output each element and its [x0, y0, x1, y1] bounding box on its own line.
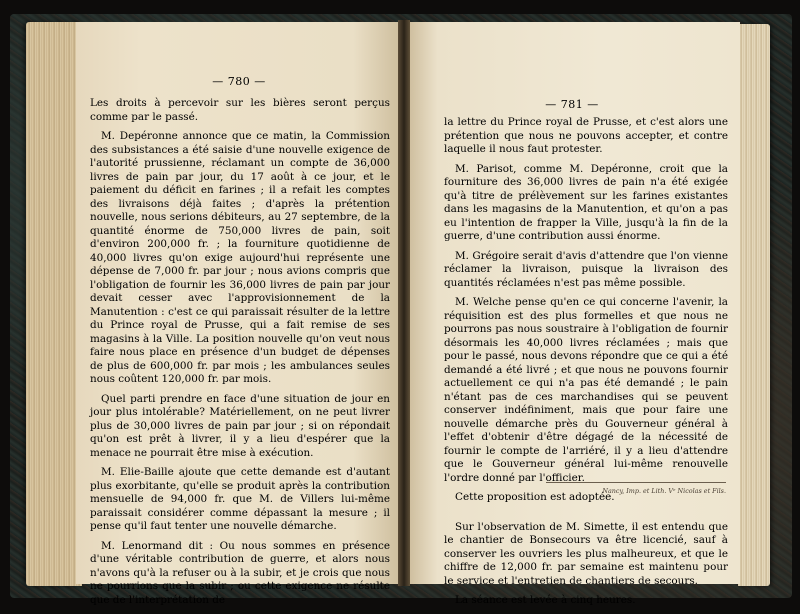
- paragraph: La séance est levée à cinq heures.: [455, 594, 636, 606]
- right-page-edges: [738, 24, 770, 586]
- paragraph: Quel parti prendre en face d'une situation de jour en jour plus intolérable? Matériellement, on ne peut livrer plus de 30,000 livres de pain par jour ; si on répondait qu'on est prêt à livrer, il y a lieu d'espérer que la menace ne pourrait être mise à exécution.: [90, 392, 390, 459]
- paragraph: M. Lenormand dit : Ou nous sommes en présence d'une véritable contribution de guerre, et alors nous n'avons qu'à la refuser ou à la subir, et je crois que nous ne pourrions que la subir ; ou cette exigence ne résulte que de l'interprétation de: [90, 539, 390, 606]
- left-page-text: [90, 97, 390, 613]
- right-page-text: [444, 116, 728, 614]
- paragraph: la lettre du Prince royal de Prusse, et c'est alors une prétention que nous ne pouvons accepter, et contre laquelle il nous faut protester.: [444, 116, 728, 155]
- paragraph: M. Elie-Baille ajoute que cette demande est d'autant plus exorbitante, qu'elle se produit après la contribution mensuelle de 94,000 fr. que M. de Villers lui-même paraissait considérer comme dépassant la mesure ; il pense qu'il faut tenter une nouvelle démarche.: [90, 466, 390, 532]
- paragraph: M. Parisot, comme M. Depéronne, croit que la fourniture des 36,000 livres de pain n'a été exigée qu'à titre de prélèvement sur les farines existantes dans les magasins de la Manutention, et qu'on a pas eu l'intention de frapper la Ville, jusqu'à la fin de la guerre, d'une contribution aussi énorme.: [444, 162, 728, 242]
- right-page-number: — 781 —: [545, 98, 599, 111]
- left-page-edges: [26, 22, 82, 586]
- paragraph: Sur l'observation de M. Simette, il est entendu que le chantier de Bonsecours va être licencié, sauf à conserver les ouvriers les plus malheureux, et que le chiffre de 12,000 fr. par semaine est maintenu pour le service et l'entretien de chantiers de secours.: [444, 520, 728, 587]
- printer-imprint: Nancy, Imp. et Lith. Vᵉ Nicolas et Fils.: [546, 482, 726, 495]
- paragraph: M. Grégoire serait d'avis d'attendre que l'on vienne réclamer la livraison, puisque la livraison des quantités réclamées n'est pas même possible.: [444, 249, 728, 289]
- paragraph: Cette proposition est adoptée.: [455, 491, 615, 503]
- paragraph: M. Welche pense qu'en ce qui concerne l'avenir, la réquisition est des plus formelles et que nous ne pourrons pas nous soustraire à l'obligation de fournir désormais les 40,000 livres réclamées ; mais que pour le passé, nous devons répondre que ce qui a été demandé a été livré ; et que nous ne pouvons fournir actuellement ce qui n'a pas été demandé ; le pain n'étant pas de ces marchandises qui se peuvent conserver indéfiniment, mais que pour faire une nouvelle démarche près du Gouverneur général à l'effet d'obtenir d'être dégagé de la nécessité de fournir le compte de l'arriéré, il y a lieu d'attendre que le Gouverneur général lui-même renouvelle l'ordre donné par l'officier.: [444, 296, 728, 484]
- left-page-number: — 780 —: [212, 75, 266, 88]
- paragraph: Les droits à percevoir sur les bières seront perçus comme par le passé.: [90, 97, 390, 123]
- paragraph: M. Depéronne annonce que ce matin, la Commission des subsistances a été saisie d'une nouvelle exigence de l'autorité prussienne, réclamant un compte de 36,000 livres de pain par jour, du 17 août à ce jour, et le paiement du déficit en farines ; il a refait les comptes des livraisons déjà faites ; d'après la prétention nouvelle, nous serions débiteurs, au 27 septembre, de la quantité énorme de 750,000 livres de pain, soit d'environ 200,000 fr. ; la fourniture quotidienne de 40,000 livres qu'on exige aujourd'hui représente une dépense de 7,000 fr. par jour ; nous avions compris que l'obligation de fournir les 36,000 livres de pain par jour devait cesser avec l'approvisionnement de la Manutention : c'est ce qui paraissait résulter de la lettre du Prince royal de Prusse, qui a fait remise de ses magasins à la Ville. La position nouvelle qu'on veut nous faire nous place en présence d'un budget de dépenses de plus de 600,000 fr. par mois ; les ambulances seules nous coûtent 120,000 fr. par mois.: [90, 130, 390, 385]
